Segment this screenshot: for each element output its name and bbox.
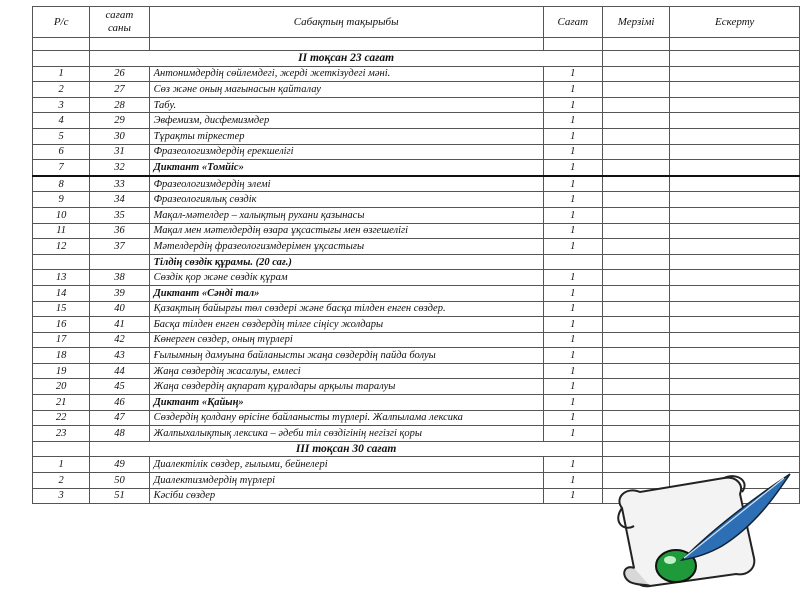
lesson-topic: Фразеологизмдердің элемі <box>149 176 543 192</box>
table-row <box>33 97 800 113</box>
date-cell <box>602 113 669 129</box>
lesson-hours: 1 <box>543 410 602 426</box>
lesson-topic: Антонимдердің сөйлемдегі, жерді жеткізудегі мәні. <box>149 66 543 82</box>
lesson-topic: Көнерген сөздер, оның түрлері <box>149 332 543 348</box>
empty-cell <box>670 441 800 457</box>
empty-cell <box>33 51 90 67</box>
row-number: 22 <box>33 410 90 426</box>
row-number: 17 <box>33 332 90 348</box>
date-cell <box>602 66 669 82</box>
row-number: 1 <box>33 457 90 473</box>
table-row <box>33 348 800 364</box>
note-cell <box>670 410 800 426</box>
table-row <box>33 395 800 411</box>
table-row <box>33 207 800 223</box>
section-title: ІІ тоқсан 23 сағат <box>90 51 603 67</box>
hour-number: 29 <box>90 113 149 129</box>
lesson-hours: 1 <box>543 332 602 348</box>
hour-number: 37 <box>90 239 149 255</box>
note-cell <box>670 379 800 395</box>
date-cell <box>602 301 669 317</box>
date-cell <box>602 128 669 144</box>
table-row <box>33 379 800 395</box>
lesson-plan-table <box>32 6 800 504</box>
note-cell <box>670 363 800 379</box>
lesson-topic: Эвфемизм, дисфемизмдер <box>149 113 543 129</box>
lesson-hours: 1 <box>543 285 602 301</box>
header-num: Р/с <box>33 7 90 38</box>
empty-cell <box>602 38 669 51</box>
row-number: 19 <box>33 363 90 379</box>
date-cell <box>602 160 669 176</box>
hour-number: 45 <box>90 379 149 395</box>
lesson-hours: 1 <box>543 426 602 442</box>
lesson-hours: 1 <box>543 192 602 208</box>
header-note: Ескерту <box>670 7 800 38</box>
table-row <box>33 113 800 129</box>
hour-number: 46 <box>90 395 149 411</box>
row-number: 20 <box>33 379 90 395</box>
lesson-hours: 1 <box>543 113 602 129</box>
date-cell <box>602 176 669 192</box>
hour-number: 35 <box>90 207 149 223</box>
lesson-hours: 1 <box>543 363 602 379</box>
row-number: 11 <box>33 223 90 239</box>
note-cell <box>670 66 800 82</box>
header-hours: Сағат <box>543 7 602 38</box>
note-cell <box>670 97 800 113</box>
row-number: 3 <box>33 97 90 113</box>
lesson-topic: Басқа тілден енген сөздердің тілге сіңісу жолдары <box>149 317 543 333</box>
table-row <box>33 301 800 317</box>
table-row <box>33 160 800 176</box>
subsection-title: Тілдің сөздік құрамы. (20 сағ.) <box>149 254 543 270</box>
lesson-topic: Диалектілік сөздер, ғылыми, бейнелері <box>149 457 543 473</box>
lesson-topic: Диктант «Қайың» <box>149 395 543 411</box>
lesson-hours: 1 <box>543 66 602 82</box>
empty-cell <box>670 254 800 270</box>
table-row <box>33 410 800 426</box>
table-row <box>33 270 800 286</box>
table-row <box>33 285 800 301</box>
empty-cell <box>149 38 543 51</box>
lesson-hours: 1 <box>543 128 602 144</box>
row-number: 7 <box>33 160 90 176</box>
empty-cell <box>602 441 669 457</box>
hour-number: 40 <box>90 301 149 317</box>
hour-number: 33 <box>90 176 149 192</box>
row-number: 21 <box>33 395 90 411</box>
lesson-hours: 1 <box>543 488 602 504</box>
note-cell <box>670 176 800 192</box>
hour-number: 47 <box>90 410 149 426</box>
note-cell <box>670 160 800 176</box>
empty-cell <box>602 51 669 67</box>
date-cell <box>602 97 669 113</box>
hour-number: 38 <box>90 270 149 286</box>
lesson-hours: 1 <box>543 348 602 364</box>
row-number: 5 <box>33 128 90 144</box>
row-number: 15 <box>33 301 90 317</box>
empty-cell <box>543 38 602 51</box>
lesson-topic: Кәсіби сөздер <box>149 488 543 504</box>
note-cell <box>670 285 800 301</box>
hour-number: 49 <box>90 457 149 473</box>
row-number: 9 <box>33 192 90 208</box>
hour-number: 30 <box>90 128 149 144</box>
table-row <box>33 363 800 379</box>
lesson-hours: 1 <box>543 317 602 333</box>
row-number: 18 <box>33 348 90 364</box>
hour-number: 28 <box>90 97 149 113</box>
date-cell <box>602 317 669 333</box>
note-cell <box>670 301 800 317</box>
lesson-topic: Жалпыхалықтық лексика – әдеби тіл сөздігінің негізгі қоры <box>149 426 543 442</box>
lesson-hours: 1 <box>543 301 602 317</box>
note-cell <box>670 82 800 98</box>
table-row <box>33 176 800 192</box>
lesson-hours: 1 <box>543 457 602 473</box>
lesson-topic: Табу. <box>149 97 543 113</box>
date-cell <box>602 332 669 348</box>
lesson-topic: Жаңа сөздердің ақпарат құралдары арқылы таралуы <box>149 379 543 395</box>
note-cell <box>670 270 800 286</box>
lesson-topic: Мақал-мәтелдер – халықтың рухани қазынасы <box>149 207 543 223</box>
empty-cell <box>543 254 602 270</box>
spacer-row <box>33 38 800 51</box>
hour-number: 34 <box>90 192 149 208</box>
date-cell <box>602 285 669 301</box>
empty-cell <box>670 38 800 51</box>
lesson-topic: Диктант «Сәнді тал» <box>149 285 543 301</box>
hour-number: 39 <box>90 285 149 301</box>
empty-cell <box>670 51 800 67</box>
row-number: 14 <box>33 285 90 301</box>
hour-number: 27 <box>90 82 149 98</box>
row-number: 2 <box>33 473 90 489</box>
table-row <box>33 128 800 144</box>
row-number: 13 <box>33 270 90 286</box>
lesson-hours: 1 <box>543 395 602 411</box>
lesson-topic: Сөздік қор және сөздік құрам <box>149 270 543 286</box>
date-cell <box>602 426 669 442</box>
date-cell <box>602 395 669 411</box>
table-row <box>33 239 800 255</box>
subsection-row <box>33 254 800 270</box>
lesson-hours: 1 <box>543 176 602 192</box>
note-cell <box>670 348 800 364</box>
table-body <box>33 38 800 504</box>
lesson-topic: Жаңа сөздердің жасалуы, емлесі <box>149 363 543 379</box>
lesson-hours: 1 <box>543 379 602 395</box>
lesson-topic: Мақал мен мәтелдердің өзара ұқсастығы мен өзгешелігі <box>149 223 543 239</box>
row-number: 23 <box>33 426 90 442</box>
hour-number: 51 <box>90 488 149 504</box>
hour-number: 26 <box>90 66 149 82</box>
lesson-topic: Сөз және оның мағынасын қайталау <box>149 82 543 98</box>
empty-cell <box>33 441 90 457</box>
table-row <box>33 82 800 98</box>
hour-number: 36 <box>90 223 149 239</box>
table-row <box>33 317 800 333</box>
note-cell <box>670 426 800 442</box>
date-cell <box>602 144 669 160</box>
lesson-hours: 1 <box>543 144 602 160</box>
header-hour-no: сағат саны <box>90 7 149 38</box>
date-cell <box>602 192 669 208</box>
hour-number: 31 <box>90 144 149 160</box>
empty-cell <box>33 38 90 51</box>
row-number: 12 <box>33 239 90 255</box>
date-cell <box>602 379 669 395</box>
lesson-hours: 1 <box>543 160 602 176</box>
row-number: 3 <box>33 488 90 504</box>
date-cell <box>602 82 669 98</box>
lesson-hours: 1 <box>543 97 602 113</box>
note-cell <box>670 239 800 255</box>
lesson-topic: Фразеологизмдердің ерекшелігі <box>149 144 543 160</box>
note-cell <box>670 192 800 208</box>
hour-number: 43 <box>90 348 149 364</box>
hour-number: 41 <box>90 317 149 333</box>
lesson-topic: Фразеологиялық сөздік <box>149 192 543 208</box>
note-cell <box>670 207 800 223</box>
note-cell <box>670 113 800 129</box>
lesson-topic: Ғылымның дамуына байланысты жаңа сөздердің пайда болуы <box>149 348 543 364</box>
date-cell <box>602 239 669 255</box>
table-row <box>33 66 800 82</box>
scroll-quill-icon <box>604 468 796 596</box>
row-number: 10 <box>33 207 90 223</box>
empty-cell <box>602 254 669 270</box>
date-cell <box>602 348 669 364</box>
hour-number: 42 <box>90 332 149 348</box>
note-cell <box>670 144 800 160</box>
lesson-topic: Диктант «Томйіс» <box>149 160 543 176</box>
note-cell <box>670 223 800 239</box>
header-date: Мерзімі <box>602 7 669 38</box>
table-row <box>33 332 800 348</box>
note-cell <box>670 332 800 348</box>
lesson-topic: Мәтелдердің фразеологизмдерімен ұқсастығы <box>149 239 543 255</box>
note-cell <box>670 395 800 411</box>
lesson-hours: 1 <box>543 473 602 489</box>
empty-cell <box>90 254 149 270</box>
empty-cell <box>90 38 149 51</box>
section-title: ІІІ тоқсан 30 сағат <box>90 441 603 457</box>
note-cell <box>670 317 800 333</box>
date-cell <box>602 207 669 223</box>
lesson-hours: 1 <box>543 239 602 255</box>
lesson-hours: 1 <box>543 223 602 239</box>
table-row <box>33 426 800 442</box>
row-number: 4 <box>33 113 90 129</box>
lesson-topic: Тұрақты тіркестер <box>149 128 543 144</box>
date-cell <box>602 223 669 239</box>
lesson-hours: 1 <box>543 207 602 223</box>
row-number: 2 <box>33 82 90 98</box>
table-header-row <box>33 7 800 38</box>
lesson-hours: 1 <box>543 270 602 286</box>
row-number: 16 <box>33 317 90 333</box>
hour-number: 48 <box>90 426 149 442</box>
row-number: 8 <box>33 176 90 192</box>
header-topic: Сабақтың тақырыбы <box>149 7 543 38</box>
table-row <box>33 144 800 160</box>
date-cell <box>602 270 669 286</box>
table-row <box>33 223 800 239</box>
table-row <box>33 192 800 208</box>
lesson-topic: Сөздердің қолдану өрісіне байланысты түрлері. Жалпылама лексика <box>149 410 543 426</box>
date-cell <box>602 363 669 379</box>
date-cell <box>602 410 669 426</box>
hour-number: 32 <box>90 160 149 176</box>
lesson-hours: 1 <box>543 82 602 98</box>
lesson-topic: Диалектизмдердің түрлері <box>149 473 543 489</box>
note-cell <box>670 128 800 144</box>
hour-number: 50 <box>90 473 149 489</box>
section-row <box>33 51 800 67</box>
section-row <box>33 441 800 457</box>
lesson-topic: Қазақтың байырғы төл сөздері және басқа тілден енген сөздер. <box>149 301 543 317</box>
empty-cell <box>33 254 90 270</box>
hour-number: 44 <box>90 363 149 379</box>
row-number: 6 <box>33 144 90 160</box>
row-number: 1 <box>33 66 90 82</box>
